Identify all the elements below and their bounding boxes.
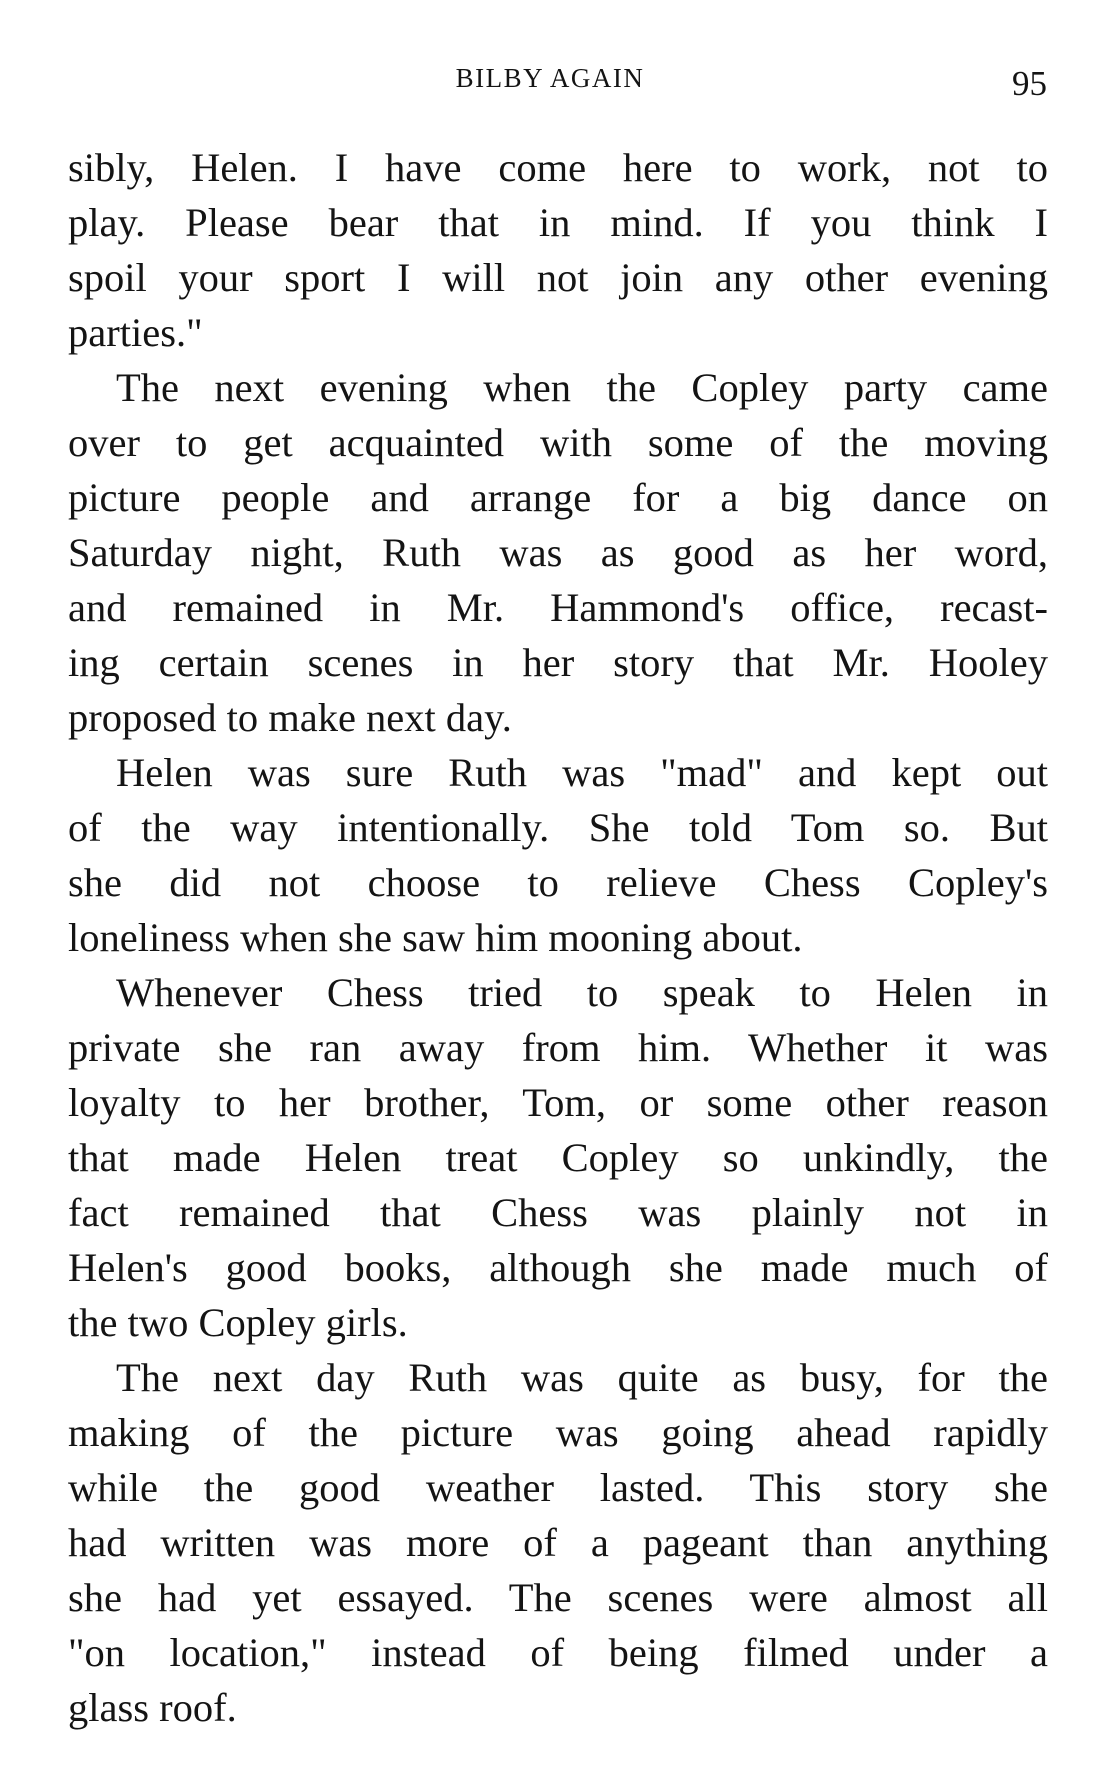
text-line: she had yet essayed. The scenes were almost all xyxy=(68,1575,1048,1620)
paragraph-5 xyxy=(68,1350,1048,1735)
running-title: BILBY AGAIN xyxy=(455,63,645,93)
text-line: ing certain scenes in her story that Mr. Hooley xyxy=(68,640,1048,685)
text-line: The next evening when the Copley party came xyxy=(116,365,1048,410)
text-line: that made Helen treat Copley so unkindly, the xyxy=(68,1135,1048,1180)
text-line: private she ran away from him. Whether it was xyxy=(68,1025,1048,1070)
text-line: making of the picture was going ahead rapidly xyxy=(68,1410,1048,1455)
text-line: play. Please bear that in mind. If you think I xyxy=(68,200,1048,245)
text-line: picture people and arrange for a big dance on xyxy=(68,475,1048,520)
text-line: The next day Ruth was quite as busy, for the xyxy=(116,1355,1048,1400)
paragraph-2 xyxy=(68,360,1048,745)
body-text xyxy=(68,140,1048,1735)
text-line: spoil your sport I will not join any other evening xyxy=(68,255,1048,300)
text-line: sibly, Helen. I have come here to work, not to xyxy=(68,145,1048,190)
paragraph-1 xyxy=(68,140,1048,360)
text-line: Helen's good books, although she made much of xyxy=(68,1245,1048,1290)
text-line: Saturday night, Ruth was as good as her word, xyxy=(68,530,1048,575)
text-line: fact remained that Chess was plainly not in xyxy=(68,1190,1048,1235)
paragraph-4 xyxy=(68,965,1048,1350)
text-line: glass roof. xyxy=(68,1685,237,1730)
text-line: the two Copley girls. xyxy=(68,1300,408,1345)
text-line: Whenever Chess tried to speak to Helen in xyxy=(116,970,1048,1015)
text-line: parties." xyxy=(68,310,203,355)
text-line: "on location," instead of being filmed under a xyxy=(68,1630,1048,1675)
running-head xyxy=(0,58,1117,103)
text-line: of the way intentionally. She told Tom so. But xyxy=(68,805,1048,850)
text-line: Helen was sure Ruth was "mad" and kept out xyxy=(116,750,1048,795)
page-number: 95 xyxy=(1012,64,1047,103)
text-line: loneliness when she saw him mooning about. xyxy=(68,915,803,960)
paragraph-3 xyxy=(68,745,1048,965)
text-line: over to get acquainted with some of the moving xyxy=(68,420,1048,465)
text-line: she did not choose to relieve Chess Copley's xyxy=(68,860,1048,905)
text-line: proposed to make next day. xyxy=(68,695,512,740)
text-line: loyalty to her brother, Tom, or some other reason xyxy=(68,1080,1048,1125)
text-line: while the good weather lasted. This story she xyxy=(68,1465,1048,1510)
text-line: and remained in Mr. Hammond's office, recast- xyxy=(68,585,1048,630)
text-line: had written was more of a pageant than anything xyxy=(68,1520,1048,1565)
